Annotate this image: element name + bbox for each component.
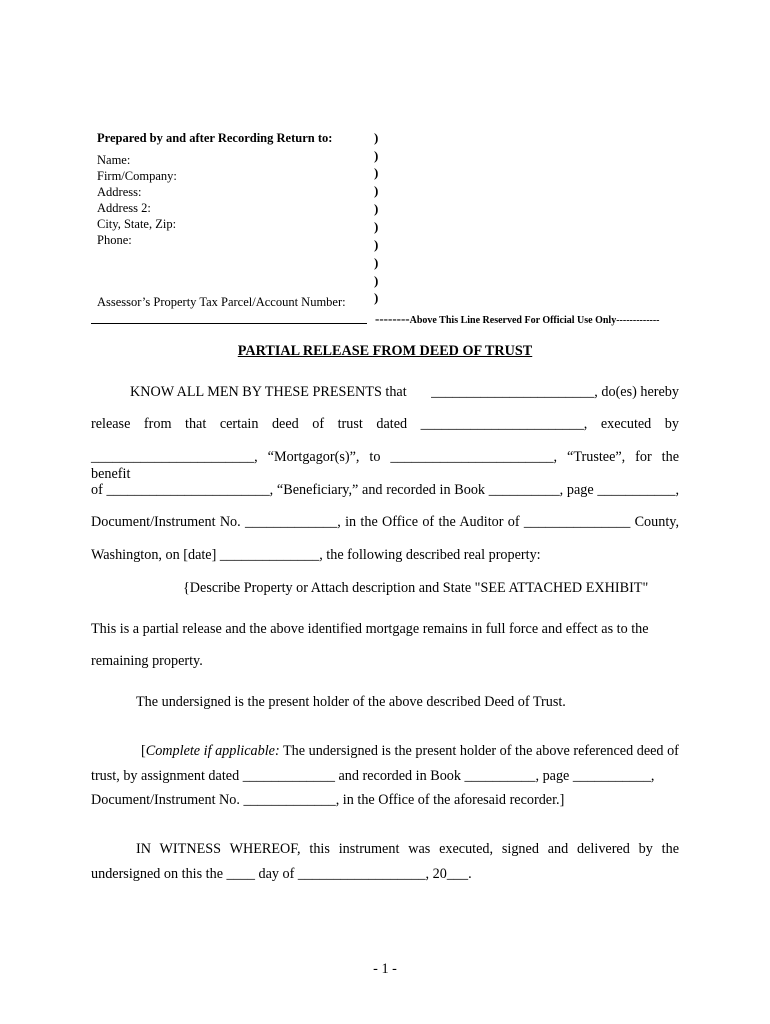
paren-mark: ) bbox=[374, 273, 379, 288]
assessor-signature-line bbox=[91, 323, 367, 324]
describe-property-note: {Describe Property or Attach description and State "SEE ATTACHED EXHIBIT" bbox=[183, 580, 649, 596]
complete-rest: The undersigned is the present holder of the above referenced deed of bbox=[279, 743, 679, 759]
body-line-1b: _______________________, do(es) hereby bbox=[431, 384, 679, 400]
partial-release-line-2: remaining property. bbox=[91, 653, 203, 669]
body-line-6: Washington, on [date] ______________, the following described real property: bbox=[91, 547, 541, 563]
paren-mark: ) bbox=[374, 255, 379, 270]
paren-mark: ) bbox=[374, 148, 379, 163]
page-number: - 1 - bbox=[373, 961, 397, 977]
paren-mark: ) bbox=[374, 201, 379, 216]
return-to-field-label: City, State, Zip: bbox=[97, 217, 177, 231]
paren-mark: ) bbox=[374, 130, 379, 145]
aforesaid-recorder-line: Document/Instrument No. _____________, in the Office of the aforesaid recorder.] bbox=[91, 792, 565, 808]
paren-mark: ) bbox=[374, 165, 379, 180]
assignment-line: trust, by assignment dated _____________ and recorded in Book __________, page ___________, bbox=[91, 768, 655, 784]
reserved-text: Above This Line Reserved For Official Use Only bbox=[409, 315, 617, 326]
holder-statement: The undersigned is the present holder of the above described Deed of Trust. bbox=[136, 694, 566, 710]
return-to-field-label: Firm/Company: bbox=[97, 169, 177, 183]
witness-line-2: undersigned on this the ____ day of __________________, 20___. bbox=[91, 866, 472, 882]
paren-mark: ) bbox=[374, 237, 379, 252]
body-line-2: release from that certain deed of trust dated _______________________, executed by bbox=[91, 416, 679, 432]
return-to-field-label: Address 2: bbox=[97, 201, 151, 215]
body-line-1a: KNOW ALL MEN BY THESE PRESENTS that bbox=[130, 384, 407, 400]
witness-line-1: IN WITNESS WHEREOF, this instrument was executed, signed and delivered by the bbox=[136, 841, 679, 857]
reserved-tail: ------------- bbox=[616, 315, 660, 326]
return-to-field-label: Phone: bbox=[97, 233, 132, 247]
body-line-5: Document/Instrument No. _____________, in the Office of the Auditor of _______________ County, bbox=[91, 514, 679, 530]
body-line-3: _______________________, “Mortgagor(s)”, to _______________________, “Trustee”, for the benefit bbox=[91, 449, 679, 482]
return-to-field-label: Address: bbox=[97, 185, 142, 199]
reserved-dashes: -------- bbox=[375, 311, 410, 326]
prepared-by-label: Prepared by and after Recording Return to: bbox=[97, 131, 333, 145]
assessor-parcel-label: Assessor’s Property Tax Parcel/Account Number: bbox=[97, 295, 346, 309]
official-use-notice bbox=[375, 311, 660, 327]
paren-mark: ) bbox=[374, 219, 379, 234]
body-line-4: of _______________________, “Beneficiary,” and recorded in Book __________, page ___________, bbox=[91, 482, 679, 498]
return-to-field-label: Name: bbox=[97, 153, 131, 167]
paren-mark: ) bbox=[374, 183, 379, 198]
bracket-open: [ bbox=[141, 743, 146, 759]
document-title: PARTIAL RELEASE FROM DEED OF TRUST bbox=[237, 343, 533, 359]
partial-release-line-1: This is a partial release and the above identified mortgage remains in full force and effect as to the bbox=[91, 621, 649, 637]
complete-if-applicable-label: Complete if applicable: bbox=[145, 743, 280, 759]
complete-if-applicable-line bbox=[141, 743, 679, 760]
paren-mark: ) bbox=[374, 290, 379, 305]
